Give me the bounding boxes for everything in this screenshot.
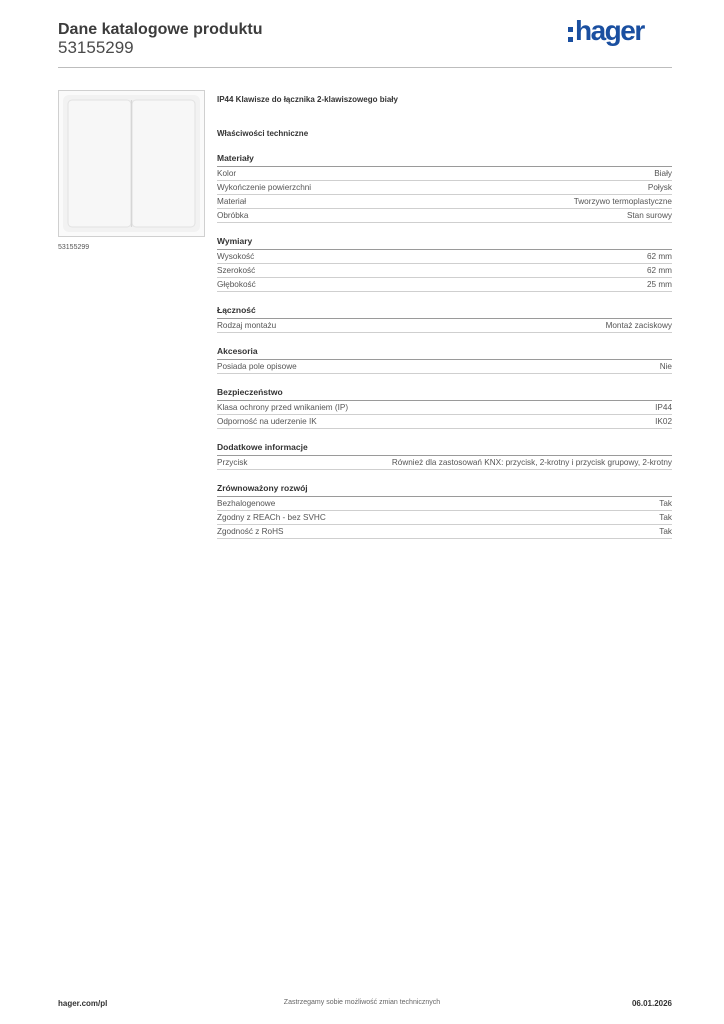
spec-value: Tak <box>659 513 672 522</box>
spec-row <box>217 278 672 292</box>
spec-label: Wykończenie powierzchni <box>217 183 312 192</box>
spec-section <box>217 441 672 470</box>
footer-disclaimer: Zastrzegamy sobie możliwość zmian technicznych <box>283 999 441 1006</box>
spec-label: Obróbka <box>217 211 249 220</box>
spec-row <box>217 181 672 195</box>
header-divider <box>58 67 672 68</box>
hager-logo <box>568 16 644 46</box>
spec-section <box>217 482 672 539</box>
spec-row <box>217 319 672 333</box>
spec-value: IK02 <box>655 417 672 426</box>
properties-title: Właściwości techniczne <box>217 129 309 138</box>
spec-label: Bezhalogenowe <box>217 499 276 508</box>
spec-section <box>217 386 672 429</box>
spec-row <box>217 250 672 264</box>
spec-label: Posiada pole opisowe <box>217 362 297 371</box>
spec-label: Zgodny z REACh - bez SVHC <box>217 513 326 522</box>
spec-value: 25 mm <box>646 280 672 289</box>
spec-section <box>217 152 672 223</box>
spec-row <box>217 264 672 278</box>
spec-value: Tak <box>659 527 672 536</box>
section-title: Bezpieczeństwo <box>217 386 672 401</box>
spec-row <box>217 195 672 209</box>
spec-value: IP44 <box>655 403 672 412</box>
spec-value: Tak <box>659 499 672 508</box>
logo-text: hager <box>575 15 644 46</box>
spec-label: Materiał <box>217 197 247 206</box>
spec-section <box>217 345 672 374</box>
spec-row <box>217 209 672 223</box>
spec-label: Klasa ochrony przed wnikaniem (IP) <box>217 403 349 412</box>
section-title: Łączność <box>217 304 672 319</box>
spec-label: Rodzaj montażu <box>217 321 277 330</box>
spec-value: Montaż zaciskowy <box>605 321 672 330</box>
spec-value: Biały <box>654 169 672 178</box>
spec-label: Odporność na uderzenie IK <box>217 417 317 426</box>
spec-row <box>217 167 672 181</box>
section-title: Zrównoważony rozwój <box>217 482 672 497</box>
section-title: Akcesoria <box>217 345 672 360</box>
spec-section <box>217 235 672 292</box>
spec-row <box>217 456 672 470</box>
spec-row <box>217 497 672 511</box>
spec-label: Głębokość <box>217 280 256 289</box>
product-number: 53155299 <box>58 38 134 57</box>
spec-value: 62 mm <box>646 266 672 275</box>
section-title: Materiały <box>217 152 672 167</box>
spec-label: Szerokość <box>217 266 256 275</box>
spec-row <box>217 360 672 374</box>
logo-colon-icon <box>568 27 573 42</box>
section-title: Dodatkowe informacje <box>217 441 672 456</box>
product-name: IP44 Klawisze do łącznika 2-klawiszowego biały <box>217 95 398 104</box>
footer-date: 06.01.2026 <box>631 999 672 1008</box>
spec-value: Tworzywo termoplastyczne <box>573 197 672 206</box>
image-caption: 53155299 <box>58 244 90 251</box>
spec-row <box>217 511 672 525</box>
product-details <box>217 93 672 539</box>
spec-sections <box>217 152 672 539</box>
spec-value: Połysk <box>647 183 672 192</box>
page-title: Dane katalogowe produktu <box>58 21 263 38</box>
section-title: Wymiary <box>217 235 672 250</box>
product-image <box>63 95 200 232</box>
spec-label: Przycisk <box>217 458 248 467</box>
spec-label: Zgodność z RoHS <box>217 527 284 536</box>
spec-row <box>217 401 672 415</box>
spec-label: Wysokość <box>217 252 255 261</box>
spec-value: Stan surowy <box>626 211 672 220</box>
footer-website: hager.com/pl <box>58 999 108 1008</box>
spec-row <box>217 525 672 539</box>
spec-value: Nie <box>659 362 672 371</box>
spec-row <box>217 415 672 429</box>
spec-value: 62 mm <box>646 252 672 261</box>
spec-section <box>217 304 672 333</box>
product-image-frame <box>58 90 205 237</box>
spec-value: Również dla zastosowań KNX: przycisk, 2-krotny i przycisk grupowy, 2-krotny <box>391 458 672 467</box>
spec-label: Kolor <box>217 169 237 178</box>
